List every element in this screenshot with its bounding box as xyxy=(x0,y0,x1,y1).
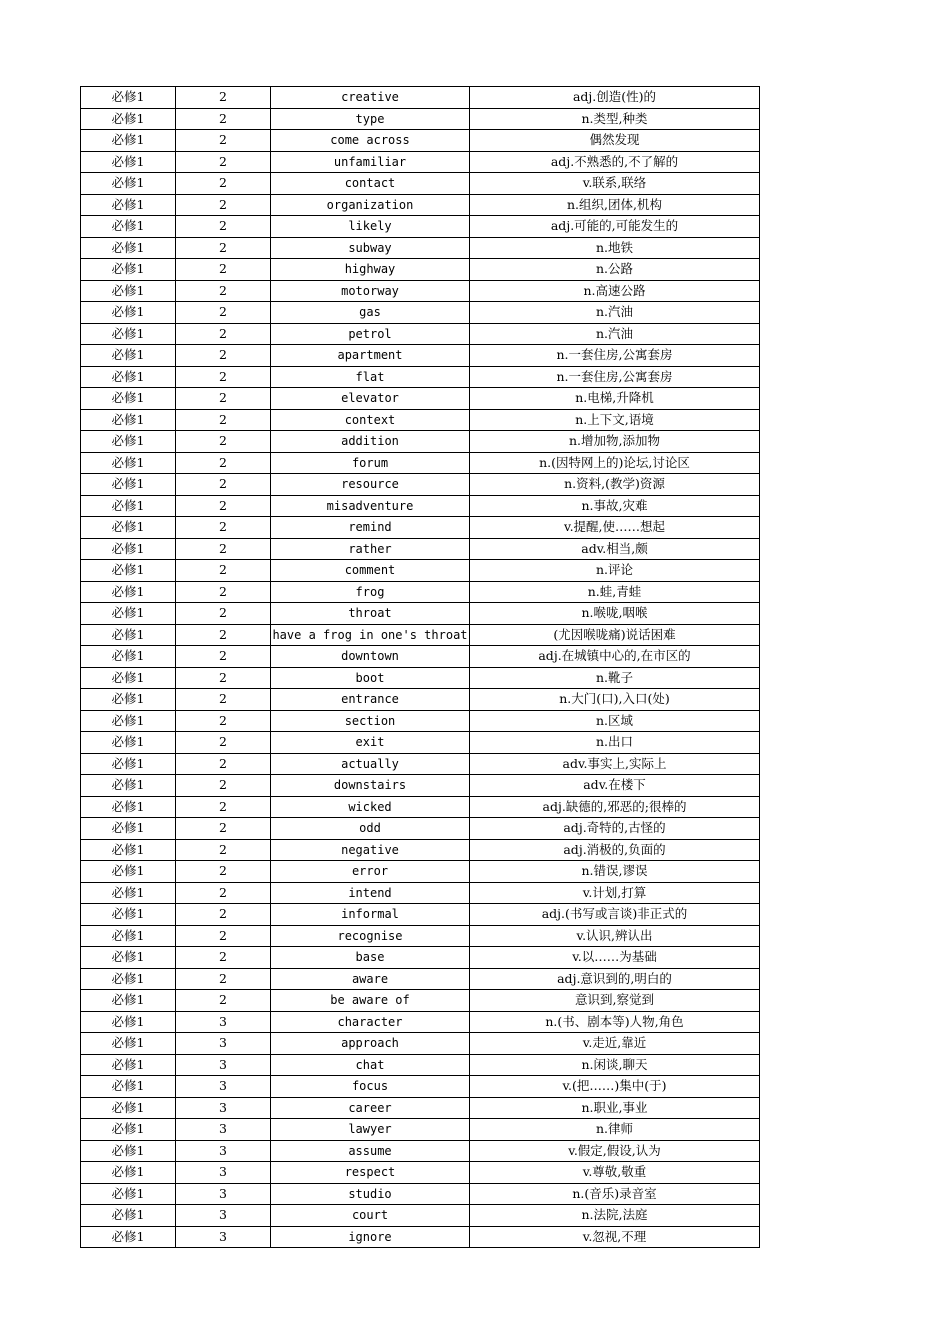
word-cell: misadventure xyxy=(271,495,470,517)
meaning-cell: n.高速公路 xyxy=(470,280,760,302)
unit-cell: 2 xyxy=(176,990,271,1012)
meaning-cell: n.靴子 xyxy=(470,667,760,689)
unit-cell: 2 xyxy=(176,603,271,625)
unit-cell: 3 xyxy=(176,1205,271,1227)
unit-cell: 2 xyxy=(176,689,271,711)
meaning-cell: n.事故,灾难 xyxy=(470,495,760,517)
meaning-cell: adj.创造(性)的 xyxy=(470,87,760,109)
meaning-cell: adv.在楼下 xyxy=(470,775,760,797)
word-cell: informal xyxy=(271,904,470,926)
unit-cell: 2 xyxy=(176,280,271,302)
word-cell: subway xyxy=(271,237,470,259)
table-row xyxy=(81,753,760,775)
unit-cell: 3 xyxy=(176,1076,271,1098)
meaning-cell: n.资料,(教学)资源 xyxy=(470,474,760,496)
word-cell: approach xyxy=(271,1033,470,1055)
meaning-cell: n.出口 xyxy=(470,732,760,754)
meaning-cell: adj.消极的,负面的 xyxy=(470,839,760,861)
table-row xyxy=(81,818,760,840)
table-row xyxy=(81,925,760,947)
meaning-cell: n.一套住房,公寓套房 xyxy=(470,366,760,388)
word-cell: recognise xyxy=(271,925,470,947)
table-row xyxy=(81,1140,760,1162)
word-cell: error xyxy=(271,861,470,883)
table-row xyxy=(81,796,760,818)
word-cell: flat xyxy=(271,366,470,388)
word-cell: contact xyxy=(271,173,470,195)
word-cell: comment xyxy=(271,560,470,582)
word-cell: actually xyxy=(271,753,470,775)
book-cell: 必修1 xyxy=(81,517,176,539)
meaning-cell: 意识到,察觉到 xyxy=(470,990,760,1012)
word-cell: petrol xyxy=(271,323,470,345)
table-row xyxy=(81,173,760,195)
table-row xyxy=(81,1226,760,1248)
meaning-cell: v.认识,辨认出 xyxy=(470,925,760,947)
unit-cell: 2 xyxy=(176,796,271,818)
word-cell: elevator xyxy=(271,388,470,410)
meaning-cell: n.大门(口),入口(处) xyxy=(470,689,760,711)
unit-cell: 3 xyxy=(176,1183,271,1205)
meaning-cell: adj.(书写或言谈)非正式的 xyxy=(470,904,760,926)
table-row xyxy=(81,388,760,410)
meaning-cell: v.尊敬,敬重 xyxy=(470,1162,760,1184)
unit-cell: 2 xyxy=(176,882,271,904)
meaning-cell: v.假定,假设,认为 xyxy=(470,1140,760,1162)
table-row xyxy=(81,560,760,582)
unit-cell: 2 xyxy=(176,839,271,861)
word-cell: creative xyxy=(271,87,470,109)
book-cell: 必修1 xyxy=(81,474,176,496)
meaning-cell: n.(因特网上的)论坛,讨论区 xyxy=(470,452,760,474)
unit-cell: 2 xyxy=(176,366,271,388)
word-cell: chat xyxy=(271,1054,470,1076)
book-cell: 必修1 xyxy=(81,388,176,410)
word-cell: base xyxy=(271,947,470,969)
meaning-cell: n.蛙,青蛙 xyxy=(470,581,760,603)
table-row xyxy=(81,667,760,689)
word-cell: lawyer xyxy=(271,1119,470,1141)
book-cell: 必修1 xyxy=(81,130,176,152)
book-cell: 必修1 xyxy=(81,194,176,216)
unit-cell: 2 xyxy=(176,667,271,689)
book-cell: 必修1 xyxy=(81,1097,176,1119)
meaning-cell: (尤因喉咙痛)说话困难 xyxy=(470,624,760,646)
book-cell: 必修1 xyxy=(81,581,176,603)
unit-cell: 2 xyxy=(176,452,271,474)
book-cell: 必修1 xyxy=(81,538,176,560)
unit-cell: 2 xyxy=(176,925,271,947)
unit-cell: 2 xyxy=(176,151,271,173)
meaning-cell: n.(音乐)录音室 xyxy=(470,1183,760,1205)
table-row xyxy=(81,689,760,711)
book-cell: 必修1 xyxy=(81,947,176,969)
unit-cell: 2 xyxy=(176,431,271,453)
book-cell: 必修1 xyxy=(81,259,176,281)
word-cell: have a frog in one's throat xyxy=(271,624,470,646)
book-cell: 必修1 xyxy=(81,87,176,109)
book-cell: 必修1 xyxy=(81,108,176,130)
unit-cell: 2 xyxy=(176,517,271,539)
vocabulary-table-body xyxy=(81,87,760,1248)
table-row xyxy=(81,1097,760,1119)
table-row xyxy=(81,861,760,883)
table-row xyxy=(81,1033,760,1055)
word-cell: throat xyxy=(271,603,470,625)
book-cell: 必修1 xyxy=(81,1205,176,1227)
book-cell: 必修1 xyxy=(81,646,176,668)
word-cell: respect xyxy=(271,1162,470,1184)
meaning-cell: v.计划,打算 xyxy=(470,882,760,904)
meaning-cell: n.评论 xyxy=(470,560,760,582)
word-cell: motorway xyxy=(271,280,470,302)
unit-cell: 2 xyxy=(176,259,271,281)
unit-cell: 2 xyxy=(176,560,271,582)
meaning-cell: n.组织,团体,机构 xyxy=(470,194,760,216)
meaning-cell: n.公路 xyxy=(470,259,760,281)
unit-cell: 3 xyxy=(176,1033,271,1055)
word-cell: section xyxy=(271,710,470,732)
book-cell: 必修1 xyxy=(81,775,176,797)
word-cell: frog xyxy=(271,581,470,603)
unit-cell: 2 xyxy=(176,87,271,109)
book-cell: 必修1 xyxy=(81,710,176,732)
book-cell: 必修1 xyxy=(81,1226,176,1248)
unit-cell: 2 xyxy=(176,947,271,969)
book-cell: 必修1 xyxy=(81,732,176,754)
meaning-cell: v.忽视,不理 xyxy=(470,1226,760,1248)
word-cell: character xyxy=(271,1011,470,1033)
meaning-cell: n.(书、剧本等)人物,角色 xyxy=(470,1011,760,1033)
book-cell: 必修1 xyxy=(81,151,176,173)
table-row xyxy=(81,968,760,990)
word-cell: type xyxy=(271,108,470,130)
meaning-cell: adj.可能的,可能发生的 xyxy=(470,216,760,238)
table-row xyxy=(81,409,760,431)
table-row xyxy=(81,581,760,603)
book-cell: 必修1 xyxy=(81,216,176,238)
unit-cell: 2 xyxy=(176,904,271,926)
unit-cell: 2 xyxy=(176,323,271,345)
meaning-cell: n.类型,种类 xyxy=(470,108,760,130)
word-cell: apartment xyxy=(271,345,470,367)
book-cell: 必修1 xyxy=(81,796,176,818)
book-cell: 必修1 xyxy=(81,904,176,926)
book-cell: 必修1 xyxy=(81,302,176,324)
unit-cell: 2 xyxy=(176,646,271,668)
book-cell: 必修1 xyxy=(81,1183,176,1205)
meaning-cell: n.错误,谬误 xyxy=(470,861,760,883)
meaning-cell: adv.相当,颇 xyxy=(470,538,760,560)
book-cell: 必修1 xyxy=(81,689,176,711)
unit-cell: 2 xyxy=(176,732,271,754)
table-row xyxy=(81,1119,760,1141)
unit-cell: 2 xyxy=(176,775,271,797)
book-cell: 必修1 xyxy=(81,882,176,904)
word-cell: studio xyxy=(271,1183,470,1205)
table-row xyxy=(81,474,760,496)
book-cell: 必修1 xyxy=(81,323,176,345)
table-row xyxy=(81,1054,760,1076)
meaning-cell: n.电梯,升降机 xyxy=(470,388,760,410)
meaning-cell: n.一套住房,公寓套房 xyxy=(470,345,760,367)
word-cell: aware xyxy=(271,968,470,990)
book-cell: 必修1 xyxy=(81,1033,176,1055)
word-cell: court xyxy=(271,1205,470,1227)
book-cell: 必修1 xyxy=(81,366,176,388)
meaning-cell: n.上下文,语境 xyxy=(470,409,760,431)
table-row xyxy=(81,732,760,754)
book-cell: 必修1 xyxy=(81,861,176,883)
table-row xyxy=(81,538,760,560)
word-cell: be aware of xyxy=(271,990,470,1012)
book-cell: 必修1 xyxy=(81,990,176,1012)
table-row xyxy=(81,302,760,324)
word-cell: resource xyxy=(271,474,470,496)
meaning-cell: n.法院,法庭 xyxy=(470,1205,760,1227)
table-row xyxy=(81,216,760,238)
book-cell: 必修1 xyxy=(81,431,176,453)
unit-cell: 3 xyxy=(176,1226,271,1248)
word-cell: assume xyxy=(271,1140,470,1162)
word-cell: entrance xyxy=(271,689,470,711)
meaning-cell: v.以……为基础 xyxy=(470,947,760,969)
unit-cell: 2 xyxy=(176,968,271,990)
table-row xyxy=(81,710,760,732)
unit-cell: 3 xyxy=(176,1011,271,1033)
word-cell: ignore xyxy=(271,1226,470,1248)
word-cell: addition xyxy=(271,431,470,453)
table-row xyxy=(81,517,760,539)
book-cell: 必修1 xyxy=(81,409,176,431)
unit-cell: 2 xyxy=(176,495,271,517)
book-cell: 必修1 xyxy=(81,1119,176,1141)
book-cell: 必修1 xyxy=(81,1054,176,1076)
table-row xyxy=(81,345,760,367)
meaning-cell: n.律师 xyxy=(470,1119,760,1141)
table-row xyxy=(81,839,760,861)
book-cell: 必修1 xyxy=(81,1140,176,1162)
table-row xyxy=(81,130,760,152)
table-row xyxy=(81,947,760,969)
book-cell: 必修1 xyxy=(81,345,176,367)
word-cell: exit xyxy=(271,732,470,754)
meaning-cell: n.汽油 xyxy=(470,302,760,324)
book-cell: 必修1 xyxy=(81,818,176,840)
table-row xyxy=(81,280,760,302)
book-cell: 必修1 xyxy=(81,603,176,625)
word-cell: career xyxy=(271,1097,470,1119)
unit-cell: 2 xyxy=(176,302,271,324)
table-row xyxy=(81,366,760,388)
unit-cell: 2 xyxy=(176,818,271,840)
table-row xyxy=(81,603,760,625)
unit-cell: 2 xyxy=(176,710,271,732)
word-cell: downstairs xyxy=(271,775,470,797)
meaning-cell: n.喉咙,咽喉 xyxy=(470,603,760,625)
unit-cell: 2 xyxy=(176,216,271,238)
meaning-cell: adj.奇特的,古怪的 xyxy=(470,818,760,840)
book-cell: 必修1 xyxy=(81,839,176,861)
unit-cell: 3 xyxy=(176,1162,271,1184)
unit-cell: 2 xyxy=(176,388,271,410)
table-row xyxy=(81,775,760,797)
meaning-cell: v.(把……)集中(于) xyxy=(470,1076,760,1098)
table-row xyxy=(81,990,760,1012)
word-cell: organization xyxy=(271,194,470,216)
word-cell: boot xyxy=(271,667,470,689)
book-cell: 必修1 xyxy=(81,925,176,947)
word-cell: odd xyxy=(271,818,470,840)
meaning-cell: adv.事实上,实际上 xyxy=(470,753,760,775)
unit-cell: 2 xyxy=(176,581,271,603)
table-row xyxy=(81,431,760,453)
meaning-cell: adj.在城镇中心的,在市区的 xyxy=(470,646,760,668)
table-row xyxy=(81,1162,760,1184)
unit-cell: 2 xyxy=(176,861,271,883)
word-cell: downtown xyxy=(271,646,470,668)
table-row xyxy=(81,108,760,130)
table-row xyxy=(81,646,760,668)
table-row xyxy=(81,904,760,926)
word-cell: remind xyxy=(271,517,470,539)
table-row xyxy=(81,624,760,646)
book-cell: 必修1 xyxy=(81,1076,176,1098)
book-cell: 必修1 xyxy=(81,280,176,302)
meaning-cell: n.闲谈,聊天 xyxy=(470,1054,760,1076)
meaning-cell: v.走近,靠近 xyxy=(470,1033,760,1055)
meaning-cell: adj.意识到的,明白的 xyxy=(470,968,760,990)
book-cell: 必修1 xyxy=(81,452,176,474)
meaning-cell: n.职业,事业 xyxy=(470,1097,760,1119)
book-cell: 必修1 xyxy=(81,560,176,582)
book-cell: 必修1 xyxy=(81,753,176,775)
unit-cell: 2 xyxy=(176,624,271,646)
unit-cell: 2 xyxy=(176,345,271,367)
word-cell: gas xyxy=(271,302,470,324)
word-cell: unfamiliar xyxy=(271,151,470,173)
meaning-cell: adj.缺德的,邪恶的;很棒的 xyxy=(470,796,760,818)
unit-cell: 2 xyxy=(176,474,271,496)
book-cell: 必修1 xyxy=(81,237,176,259)
book-cell: 必修1 xyxy=(81,1162,176,1184)
book-cell: 必修1 xyxy=(81,624,176,646)
table-row xyxy=(81,1183,760,1205)
book-cell: 必修1 xyxy=(81,495,176,517)
meaning-cell: v.提醒,使……想起 xyxy=(470,517,760,539)
word-cell: context xyxy=(271,409,470,431)
table-row xyxy=(81,194,760,216)
word-cell: come across xyxy=(271,130,470,152)
meaning-cell: n.汽油 xyxy=(470,323,760,345)
word-cell: highway xyxy=(271,259,470,281)
table-row xyxy=(81,1205,760,1227)
table-row xyxy=(81,151,760,173)
vocabulary-table xyxy=(80,86,760,1248)
unit-cell: 3 xyxy=(176,1119,271,1141)
table-row xyxy=(81,237,760,259)
unit-cell: 3 xyxy=(176,1140,271,1162)
table-row xyxy=(81,87,760,109)
meaning-cell: 偶然发现 xyxy=(470,130,760,152)
unit-cell: 2 xyxy=(176,753,271,775)
word-cell: negative xyxy=(271,839,470,861)
book-cell: 必修1 xyxy=(81,968,176,990)
table-row xyxy=(81,1011,760,1033)
book-cell: 必修1 xyxy=(81,667,176,689)
table-row xyxy=(81,495,760,517)
table-row xyxy=(81,882,760,904)
word-cell: likely xyxy=(271,216,470,238)
table-row xyxy=(81,323,760,345)
word-cell: focus xyxy=(271,1076,470,1098)
book-cell: 必修1 xyxy=(81,1011,176,1033)
word-cell: intend xyxy=(271,882,470,904)
meaning-cell: n.区域 xyxy=(470,710,760,732)
meaning-cell: adj.不熟悉的,不了解的 xyxy=(470,151,760,173)
meaning-cell: v.联系,联络 xyxy=(470,173,760,195)
book-cell: 必修1 xyxy=(81,173,176,195)
unit-cell: 3 xyxy=(176,1097,271,1119)
table-row xyxy=(81,1076,760,1098)
meaning-cell: n.地铁 xyxy=(470,237,760,259)
word-cell: forum xyxy=(271,452,470,474)
unit-cell: 2 xyxy=(176,108,271,130)
unit-cell: 2 xyxy=(176,130,271,152)
meaning-cell: n.增加物,添加物 xyxy=(470,431,760,453)
unit-cell: 2 xyxy=(176,173,271,195)
unit-cell: 2 xyxy=(176,194,271,216)
unit-cell: 2 xyxy=(176,409,271,431)
unit-cell: 2 xyxy=(176,237,271,259)
word-cell: rather xyxy=(271,538,470,560)
table-row xyxy=(81,452,760,474)
unit-cell: 2 xyxy=(176,538,271,560)
unit-cell: 3 xyxy=(176,1054,271,1076)
table-row xyxy=(81,259,760,281)
word-cell: wicked xyxy=(271,796,470,818)
